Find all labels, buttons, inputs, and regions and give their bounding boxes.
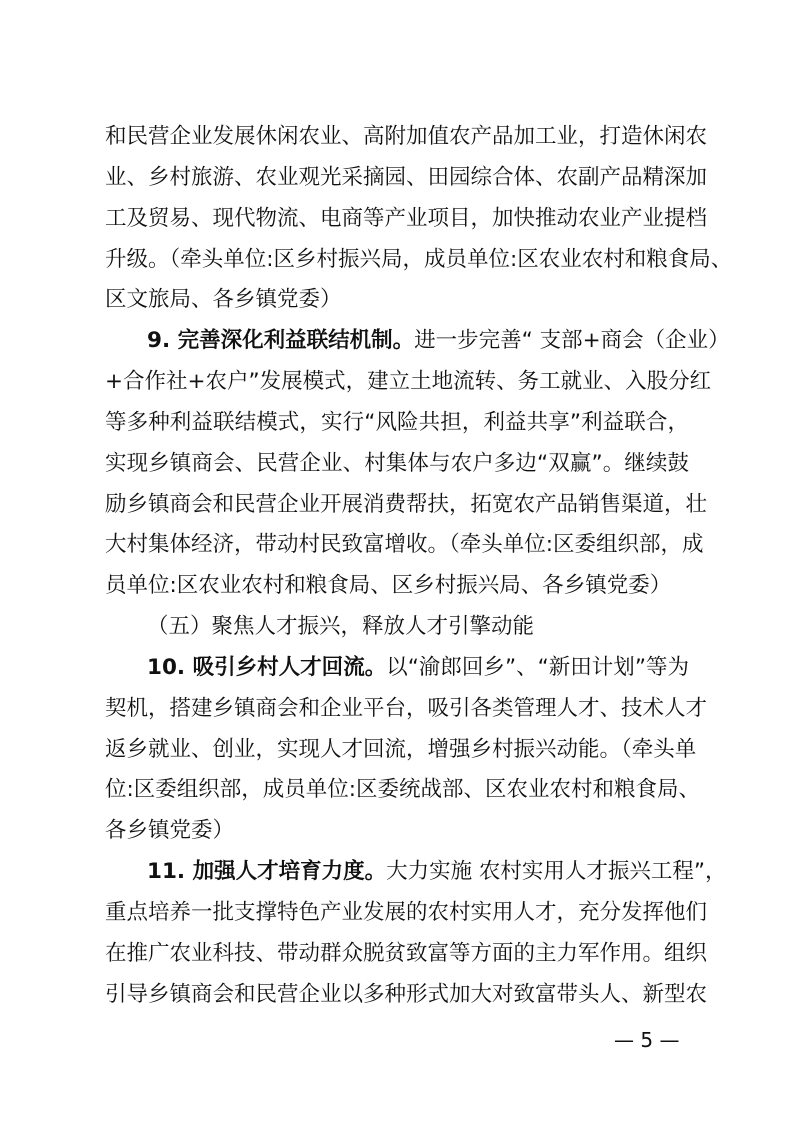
body-text-line: 工及贸易、现代物流、电商等产业项目，加快推动农业产业提档 [105, 206, 708, 231]
item-11-heading: 11. 加强人才培育力度。 [147, 859, 387, 884]
body-text-line: 业、乡村旅游、农业观光采摘园、田园综合体、农副产品精深加 [105, 165, 708, 190]
section-title: （五）聚焦人才振兴，释放人才引擎动能 [147, 614, 535, 639]
item-10-heading: 10. 吸引乡村人才回流。 [147, 655, 387, 680]
body-text-line: 契机，搭建乡镇商会和企业平台，吸引各类管理人才、技术人才 [105, 696, 708, 721]
body-text-line: 引导乡镇商会和民营企业以多种形式加大对致富带头人、新型农 [105, 982, 708, 1007]
body-text-line: 升级。（牵头单位:区乡村振兴局，成员单位:区农业农村和粮食局、 [105, 247, 733, 272]
item-9-text: 进一步完善“ 支部+商会（企业） [414, 328, 730, 353]
body-text-line: 实现乡镇商会、民营企业、村集体与农户多边“双赢”。继续鼓 [105, 451, 689, 476]
item-11-first-line [147, 857, 727, 887]
item-9-first-line [147, 326, 730, 356]
body-text-line: 重点培养一批支撑特色产业发展的农村实用人才，充分发挥他们 [105, 900, 708, 925]
body-text-line: 区文旅局、各乡镇党委） [105, 287, 342, 312]
body-text-line: 返乡就业、创业，实现人才回流，增强乡村振兴动能。（牵头单 [105, 737, 697, 762]
page-number: — 5 — [614, 1028, 680, 1052]
body-text-line: 等多种利益联结模式，实行“风险共担，利益共享”利益联合， [105, 410, 689, 435]
body-text-line: 在推广农业科技、带动群众脱贫致富等方面的主力军作用。组织 [105, 941, 708, 966]
item-10-text: 以“渝郎回乡”、“新田计划”等为 [386, 655, 689, 680]
body-text-line: 大村集体经济，带动村民致富增收。（牵头单位:区委组织部，成 [105, 532, 704, 557]
item-9-heading: 9. 完善深化利益联结机制。 [147, 328, 415, 353]
item-11-text: 大力实施 农村实用人才振兴工程”， [386, 859, 727, 884]
body-text-line: 各乡镇党委） [105, 818, 235, 843]
body-text-line: 和民营企业发展休闲农业、高附加值农产品加工业，打造休闲农 [105, 124, 708, 149]
item-10-first-line [147, 653, 689, 683]
body-text-line: 励乡镇商会和民营企业开展消费帮扶，拓宽农产品销售渠道，壮 [105, 492, 708, 517]
body-text-line: 员单位:区农业农村和粮食局、区乡村振兴局、各乡镇党委） [105, 573, 672, 598]
body-text-line: 位:区委组织部，成员单位:区委统战部、区农业农村和粮食局、 [105, 777, 700, 802]
body-text-line: +合作社+农户”发展模式，建立土地流转、务工就业、入股分红 [105, 369, 712, 394]
